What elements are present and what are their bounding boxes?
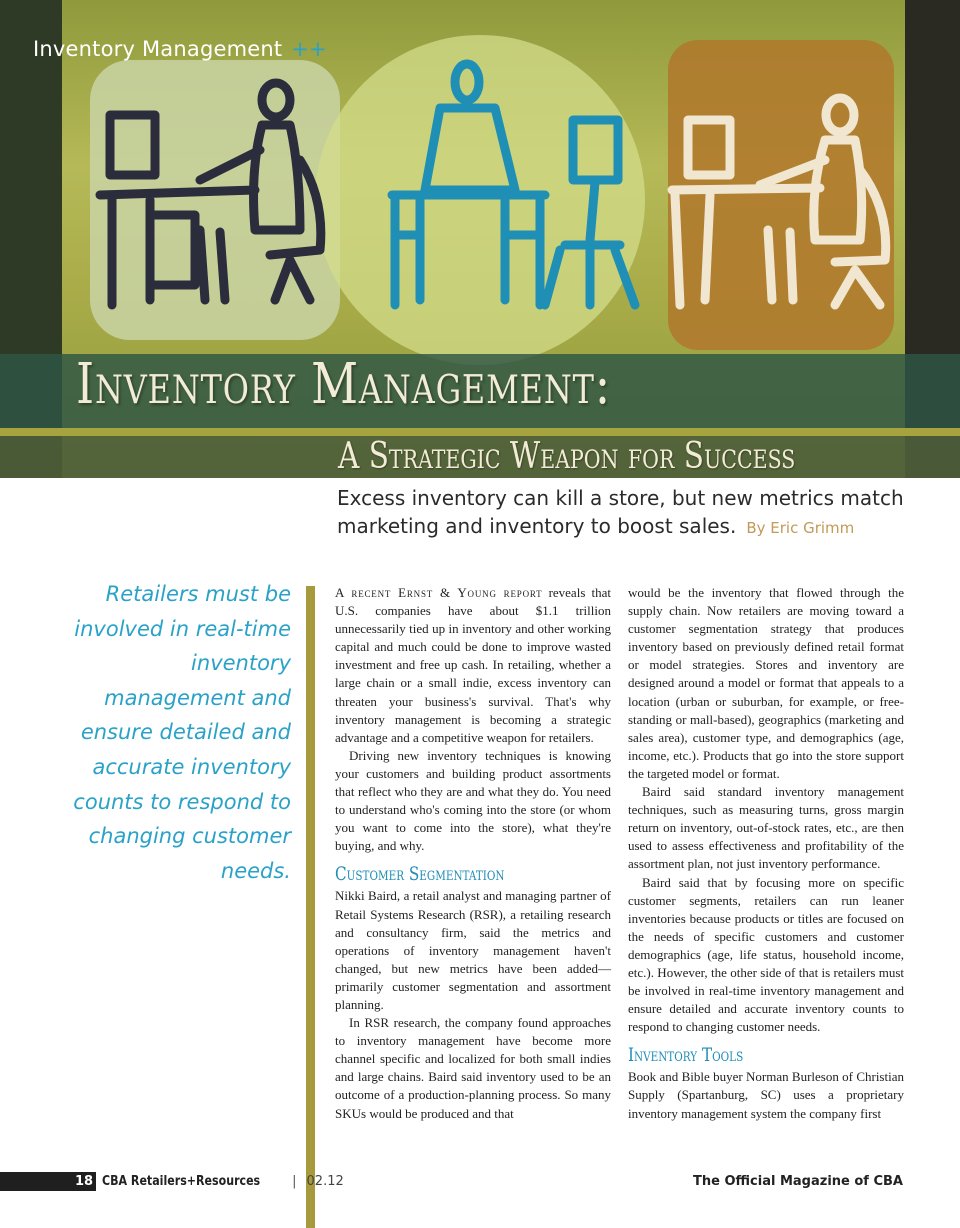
- footer-separator: |: [292, 1174, 297, 1189]
- paragraph: Driving new inventory techniques is knowing your customers and building product assortments that reflect who they are and what they do. You need to understand who's coming into the store (or whom you want to come into the store), what they're buying, and why.: [335, 747, 611, 854]
- paragraph: Baird said standard inventory management techniques, such as measuring turns, gross margin return on inventory, out-of-stock rates, etc., are then used to assess effectiveness and profitability of the assortment plan, not just inventory performance.: [628, 784, 904, 872]
- section-tag-plus: ++: [291, 37, 327, 61]
- paragraph: Book and Bible buyer Norman Burleson of Christian Supply (Spartanburg, SC) uses a proprietary inventory management system the company first: [628, 1069, 904, 1121]
- paragraph: Nikki Baird, a retail analyst and managing partner of Retail Systems Research (RSR), a retailing research and consultancy firm, said the metrics and operations of inventory management haven't changed, but new metrics have been added—primarily customer segmentation and assortment planning.: [335, 888, 611, 1012]
- body-column-1: [335, 584, 611, 1123]
- lead-in: A recent Ernst & Young report: [335, 585, 543, 600]
- issue-date: 02.12: [306, 1174, 344, 1189]
- article-dek: [337, 484, 937, 542]
- paragraph-text: reveals that U.S. companies have about $1.1 trillion unnecessarily tied up in inventory and other working capital and much could be done to improve wasted investment and free up cash. In retailing, whether a large chain or a small indie, excess inventory can threaten your business's survival. That's why inventory management is becoming a strategic advantage and a competitive weapon for retailers.: [335, 585, 611, 745]
- byline: By Eric Grimm: [746, 519, 855, 537]
- section-tag: [33, 37, 327, 61]
- article-subtitle: A Strategic Weapon for Success: [338, 436, 796, 477]
- title-stripe: [0, 428, 960, 436]
- paragraph: Baird said that by focusing more on specific customer segments, retailers can run leaner inventories because products or titles are focused on the needs of specific customers and customer demographics (age, life status, household income, etc.). However, the other side of that is retailers must be involved in real-time inventory management and ensure detailed and accurate inventory counts to respond to changing customer needs.: [628, 874, 904, 1035]
- column-divider: [306, 586, 315, 1228]
- hero-illustration: [0, 0, 960, 478]
- magazine-name: CBA Retailers+Resources: [102, 1174, 261, 1189]
- subheading-customer-segmentation: Customer Segmentation: [335, 863, 505, 886]
- body-column-2: [628, 584, 904, 1123]
- paragraph: [335, 584, 611, 747]
- article-title: Inventory Management:: [76, 352, 612, 417]
- paragraph: would be the inventory that flowed through the supply chain. Now retailers are moving toward a customer segmentation strategy that produces inventory based on previously defined retail format or model strategies. Stores and inventory are designed around a model or format that appeals to a location (urban or suburban, for example, or free-standing or mall-based), geographics (marketing and sales area), customer type, and demographics (age, income, etc.). Products that go into the store support the targeted model or format.: [628, 585, 904, 781]
- subheading-inventory-tools: Inventory Tools: [628, 1044, 744, 1067]
- page-number: 18: [72, 1172, 96, 1191]
- footer-bar: [0, 1172, 72, 1191]
- pull-quote: Retailers must be involved in real-time inventory management and ensure detailed and accurate inventory counts to respond to changing customer needs.: [73, 582, 291, 883]
- paragraph: In RSR research, the company found approaches to inventory management have become more channel specific and localized for both small indies and large chains. Baird said inventory used to be an outcome of a production-planning process. So many SKUs would be produced and that: [335, 1015, 611, 1121]
- footer-tagline: The Official Magazine of CBA: [693, 1174, 903, 1189]
- footer-left: [72, 1172, 344, 1191]
- section-tag-label: Inventory Management: [33, 37, 283, 61]
- dek-text: Excess inventory can kill a store, but new metrics match marketing and inventory to boost sales.: [337, 486, 904, 538]
